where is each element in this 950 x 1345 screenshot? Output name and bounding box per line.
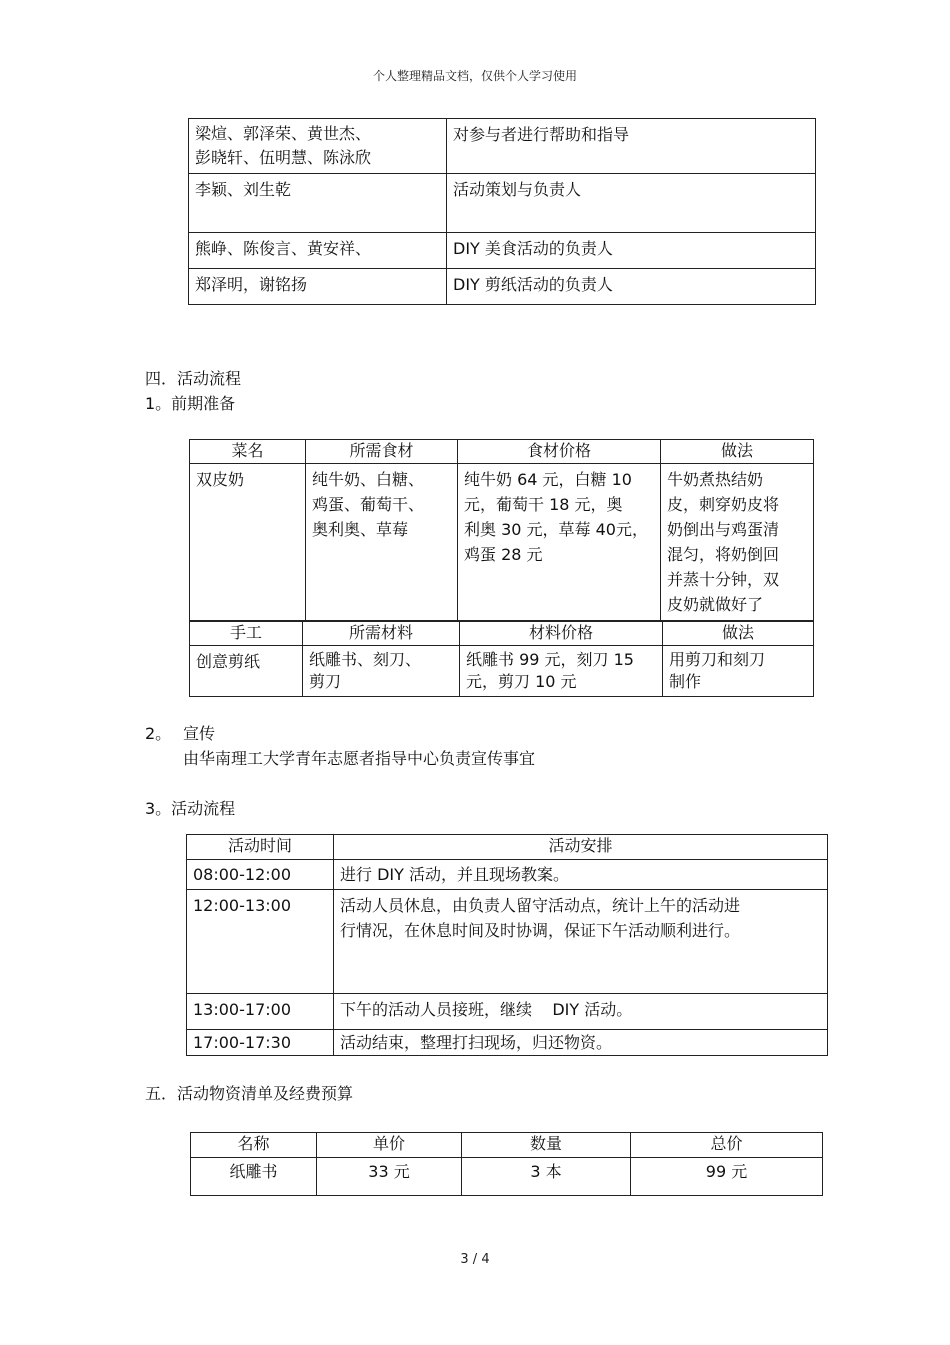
price-cell	[458, 464, 661, 621]
roles-people-cell: 郑泽明，谢铭扬	[189, 269, 447, 305]
column-header: 手工	[190, 622, 303, 646]
time-cell: 17:00-17:30	[187, 1030, 334, 1056]
material-price-cell	[460, 646, 663, 697]
table-row	[190, 464, 814, 621]
method-cell	[661, 464, 814, 621]
roles-people-line: 彭晓轩、伍明慧、陈泳欣	[195, 148, 372, 167]
page-number: 3 / 4	[460, 1252, 490, 1267]
method-line: 并蒸十分钟，双	[667, 570, 780, 589]
materials-line: 纸雕书、刻刀、	[309, 650, 422, 669]
table-row	[189, 269, 816, 305]
roles-table	[188, 118, 816, 305]
section-4-title: 四．活动流程	[145, 369, 242, 388]
column-header: 活动安排	[334, 835, 828, 860]
method-line: 皮奶就做好了	[667, 595, 764, 614]
arrangement-line: 行情况，在休息时间及时协调，保证下午活动顺利进行。	[340, 921, 741, 940]
time-cell: 12:00-13:00	[187, 890, 334, 994]
quantity-cell: 3 本	[462, 1158, 631, 1196]
table-row	[190, 646, 814, 697]
column-header: 做法	[661, 440, 814, 464]
roles-people-cell	[189, 119, 447, 174]
column-header: 活动时间	[187, 835, 334, 860]
price-line: 利奥 30 元，草莓 40元，	[464, 520, 648, 539]
table-row	[187, 860, 828, 890]
craft-name-cell: 创意剪纸	[190, 646, 303, 697]
column-header: 菜名	[190, 440, 306, 464]
arrangement-cell: 活动结束，整理打扫现场，归还物资。	[334, 1030, 828, 1056]
materials-cell	[303, 646, 460, 697]
arrangement-line: 活动人员休息，由负责人留守活动点，统计上午的活动进	[340, 896, 741, 915]
column-header: 材料价格	[460, 622, 663, 646]
craft-method-line: 用剪刀和刻刀	[669, 650, 766, 669]
total-price-cell: 99 元	[631, 1158, 823, 1196]
item-name-cell: 纸雕书	[191, 1158, 317, 1196]
table-row	[189, 233, 816, 269]
roles-duty-cell: DIY 剪纸活动的负责人	[447, 269, 816, 305]
ingredients-line: 奥利奥、草莓	[312, 520, 409, 539]
roles-duty-cell: 活动策划与负责人	[447, 174, 816, 233]
method-line: 混匀，将奶倒回	[667, 545, 780, 564]
price-line: 鸡蛋 28 元	[464, 545, 543, 564]
column-header: 所需材料	[303, 622, 460, 646]
section-4-sub2-text: 由华南理工大学青年志愿者指导中心负责宣传事宜	[183, 749, 536, 768]
column-header: 食材价格	[458, 440, 661, 464]
arrangement-cell: 进行 DIY 活动，并且现场教案。	[334, 860, 828, 890]
method-line: 皮，刺穿奶皮将	[667, 495, 780, 514]
budget-table	[190, 1132, 823, 1196]
roles-duty-cell: 对参与者进行帮助和指导	[447, 119, 816, 174]
section-4-sub2-number: 2。	[145, 724, 172, 743]
unit-price-cell: 33 元	[317, 1158, 462, 1196]
section-4-sub3: 3。活动流程	[145, 799, 236, 818]
roles-duty-cell: DIY 美食活动的负责人	[447, 233, 816, 269]
roles-people-cell: 李颖、刘生乾	[189, 174, 447, 233]
page-header: 个人整理精品文档，仅供个人学习使用	[372, 69, 577, 83]
roles-people-cell: 熊峥、陈俊言、黄安祥、	[189, 233, 447, 269]
column-header: 数量	[462, 1133, 631, 1158]
column-header: 总价	[631, 1133, 823, 1158]
table-row	[191, 1158, 823, 1196]
method-line: 牛奶煮热结奶	[667, 470, 764, 489]
material-price-line: 元，剪刀 10 元	[466, 672, 577, 691]
schedule-table	[186, 834, 828, 1056]
craft-method-cell	[663, 646, 814, 697]
time-cell: 13:00-17:00	[187, 994, 334, 1030]
dish-name-cell: 双皮奶	[190, 464, 306, 621]
table-row	[189, 119, 816, 174]
table-row	[190, 440, 814, 464]
price-line: 纯牛奶 64 元，白糖 10	[464, 470, 632, 489]
table-row	[191, 1133, 823, 1158]
roles-people-line: 梁煊、郭泽荣、黄世杰、	[195, 124, 372, 143]
section-4-sub2-title: 宣传	[183, 724, 216, 743]
table-row	[187, 835, 828, 860]
table-row	[187, 994, 828, 1030]
food-table	[189, 439, 814, 621]
section-5-title: 五．活动物资清单及经费预算	[145, 1084, 354, 1103]
ingredients-line: 鸡蛋、葡萄干、	[312, 495, 425, 514]
table-row	[189, 174, 816, 233]
column-header: 名称	[191, 1133, 317, 1158]
material-price-line: 纸雕书 99 元，刻刀 15	[466, 650, 634, 669]
method-line: 奶倒出与鸡蛋清	[667, 520, 780, 539]
column-header: 所需食材	[306, 440, 458, 464]
table-row	[190, 622, 814, 646]
table-row	[187, 890, 828, 994]
column-header: 做法	[663, 622, 814, 646]
materials-line: 剪刀	[309, 672, 342, 691]
price-line: 元，葡萄干 18 元，奥	[464, 495, 623, 514]
arrangement-cell: 下午的活动人员接班，继续 DIY 活动。	[334, 994, 828, 1030]
ingredients-line: 纯牛奶、白糖、	[312, 470, 425, 489]
table-row	[187, 1030, 828, 1056]
arrangement-cell	[334, 890, 828, 994]
time-cell: 08:00-12:00	[187, 860, 334, 890]
ingredients-cell	[306, 464, 458, 621]
section-4-sub1: 1。前期准备	[145, 394, 236, 413]
column-header: 单价	[317, 1133, 462, 1158]
craft-table	[189, 621, 814, 697]
craft-method-line: 制作	[669, 672, 702, 691]
